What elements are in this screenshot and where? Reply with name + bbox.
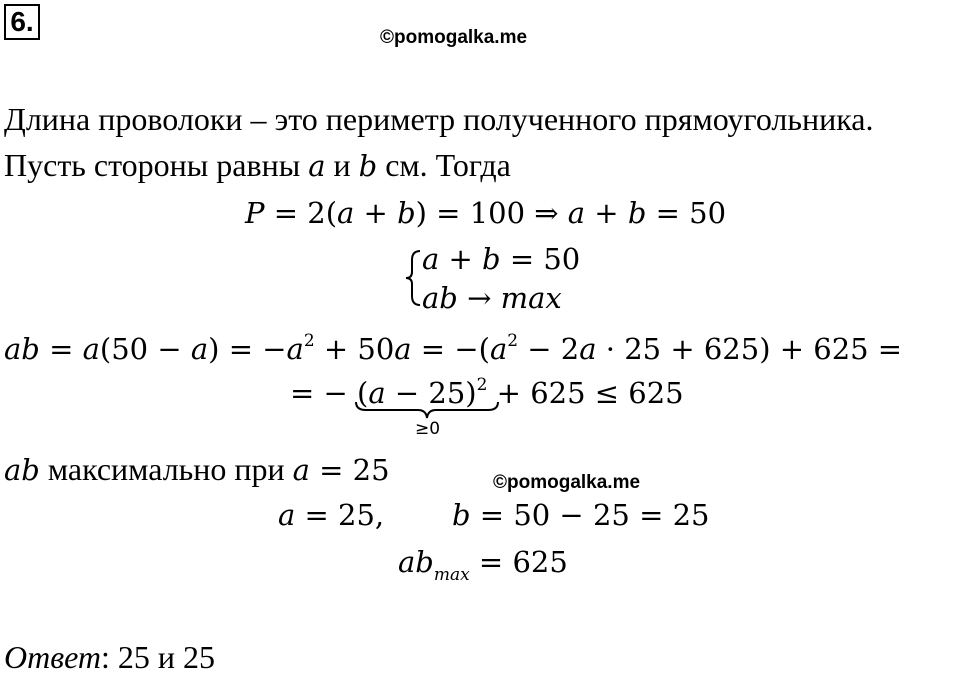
sq-part: (	[357, 376, 369, 410]
var-a: a	[308, 149, 326, 183]
ex-a: a	[579, 332, 597, 366]
val-b-value: = 50 − 25 = 25	[470, 498, 710, 532]
ex-part: =	[39, 332, 83, 366]
ex-a: a	[82, 332, 100, 366]
ex-part: (50 −	[99, 332, 191, 366]
abmax-rest: = 625	[469, 545, 568, 579]
problem-number: 6.	[4, 4, 40, 40]
max-a: a	[292, 453, 310, 487]
abmax-line	[398, 544, 568, 593]
system-brace	[402, 248, 424, 308]
val-b: b	[452, 498, 471, 532]
eq-var-b: b	[397, 196, 416, 230]
watermark-top: ©pomogalka.me	[380, 27, 528, 48]
eq-var-a: a	[567, 196, 586, 230]
ex-a: a	[286, 332, 304, 366]
val-a-value: = 25,	[295, 498, 385, 532]
max-text: максимально при	[39, 451, 293, 487]
answer-line	[4, 638, 215, 676]
sys-arrow: →	[457, 281, 501, 315]
max-line	[4, 450, 390, 488]
ex-exponent: 2	[507, 331, 519, 351]
ex-part: = −(	[411, 332, 490, 366]
eq-var-b: b	[627, 196, 647, 230]
max-ab: ab	[4, 453, 40, 487]
sys-max: max	[500, 281, 562, 315]
eq-part: +	[585, 196, 628, 230]
sq-part: + 625 ≤ 625	[487, 376, 684, 410]
eq-var-a: a	[337, 196, 355, 230]
sys-var-b: b	[482, 242, 501, 276]
ex-part: · 25 + 625) + 625 =	[596, 332, 903, 366]
sq-a: a	[368, 376, 386, 410]
underbrace-label: ≥0	[415, 419, 441, 439]
max-rest: = 25	[309, 453, 390, 487]
sys-var-ab: ab	[422, 281, 458, 315]
text-line-1: Длина проволоки – это периметр полученного прямоугольника.	[4, 101, 874, 137]
ex-part: + 50	[314, 332, 395, 366]
text-line-2-prefix: Пусть стороны равны	[4, 147, 309, 183]
answer-value: 25 и 25	[109, 639, 216, 675]
val-a: a	[278, 498, 296, 532]
abmax-sub: max	[433, 565, 470, 585]
ex-part: ) = −	[208, 332, 287, 366]
var-b: b	[358, 149, 378, 183]
answer-colon: :	[101, 639, 110, 675]
values-a	[278, 497, 384, 533]
ex-a: a	[489, 332, 508, 366]
sys-part: = 50	[500, 242, 581, 276]
sq-part: − 25)	[385, 376, 477, 410]
abmax-ab: ab	[398, 545, 434, 579]
system-line-1	[422, 241, 580, 277]
text-line-2	[4, 146, 511, 184]
sq-part: = −	[290, 376, 358, 410]
ex-a: a	[394, 332, 412, 366]
eq-part: = 50	[646, 196, 727, 230]
perimeter-symbol: P	[245, 196, 265, 230]
eq-part: ) = 100 ⇒	[415, 196, 568, 230]
ex-exponent: 2	[303, 331, 315, 351]
sys-part: +	[439, 242, 483, 276]
equation-perimeter	[245, 195, 726, 231]
values-b	[452, 497, 710, 533]
system-line-2	[422, 280, 562, 316]
sys-var-a: a	[422, 242, 440, 276]
text-line-2-and: и	[325, 147, 359, 183]
ex-ab: ab	[4, 332, 40, 366]
eq-part: = 2(	[264, 196, 338, 230]
eq-part: +	[354, 196, 398, 230]
sq-exponent: 2	[476, 375, 488, 395]
ex-part: − 2	[518, 332, 580, 366]
text-line-2-suffix: см. Тогда	[377, 147, 511, 183]
watermark-mid: ©pomogalka.me	[493, 472, 641, 493]
answer-label: Ответ	[4, 639, 101, 675]
equation-expand	[4, 323, 902, 367]
ex-a: a	[190, 332, 209, 366]
